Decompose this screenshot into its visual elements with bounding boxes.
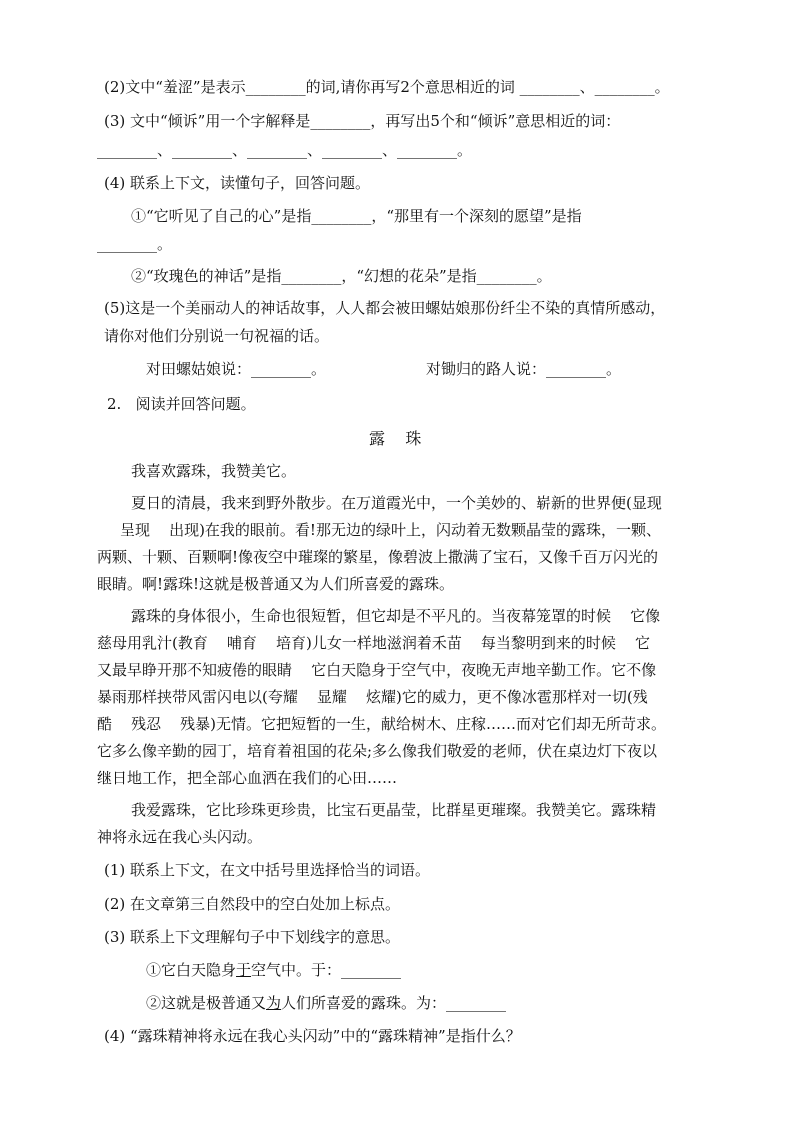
q4-b-text: ②“玫瑰色的神话”是指________，“幻想的花朵”是指________。 [131,267,552,285]
q5-blessing-traveler: 对锄归的路人说：________。 [426,360,622,378]
paragraph-3-line: 它多么像辛勤的园丁，培育着祖国的花朵;多么像我们敬爱的老师，伏在桌边灯下夜以 [97,742,658,760]
paragraph-3-line: 继日地工作，把全部心血洒在我们的心田…… [97,769,398,787]
q4-a-continued: ________。 [97,235,173,253]
paragraph-3-line: 露珠的身体很小，生命也很短暂，但它却是不平凡的。当夜幕笼罩的时候 它像 [131,607,661,625]
passage-title: 露 珠 [369,429,422,448]
sq3a-prefix: ①它白天隐身 [146,961,237,979]
paragraph-2-line: 呈现 出现)在我的眼前。看!那无边的绿叶上，闪动着无数颗晶莹的露珠，一颗、 [120,521,661,539]
sq3b-suffix: 人们所喜爱的露珠。为：________ [281,994,507,1012]
sub-question-4: (4) “露珠精神将永远在我心头闪动”中的“露珠精神”是指什么？ [104,1027,521,1045]
paragraph-4-line: 神将永远在我心头闪动。 [97,828,263,846]
paragraph-3-line: 酷 残忍 残暴)无情。它把短暂的一生，献给树木、庄稼……而对它们却无所苛求。 [97,715,667,733]
q4-a-text: ①“它听见了自己的心”是指________，“那里有一个深刻的愿望”是指 [131,207,582,225]
paragraph-2-line: 眼睛。啊!露珠!这就是极普通又为人们所喜爱的露珠。 [97,575,455,593]
sq3b-underlined-char: 为 [266,994,282,1012]
q5-text: (5)这是一个美丽动人的神话故事，人人都会被田螺姑娘那份纤尘不染的真情所感动， [104,299,666,317]
q5-text-continued: 请你对他们分别说一句祝福的话。 [104,327,330,345]
q4-text: (4) 联系上下文，读懂句子，回答问题。 [104,174,371,192]
sq3a-underlined-char: 于 [236,961,252,979]
q3-blanks: ________、________、________、________、________。 [97,141,473,159]
paragraph-3-line: 慈母用乳汁(教育 哺育 培育)儿女一样地滋润着禾苗 每当黎明到来的时候 它 [97,634,650,652]
paragraph-2-line: 两颗、十颗、百颗啊!像夜空中璀璨的繁星，像碧波上撒满了宝石，又像千百万闪光的 [97,548,659,566]
q3-text: (3) 文中“倾诉”用一个字解释是________，再写出5个和“倾诉”意思相近的词： [104,112,621,130]
sub-question-3-b [146,992,506,1014]
q5-blessing-luo: 对田螺姑娘说：________。 [146,360,327,378]
section-2-heading: 2. 阅读并回答问题。 [107,395,256,413]
paragraph-1: 我喜欢露珠，我赞美它。 [131,462,297,480]
paragraph-2-line: 夏日的清晨，我来到野外散步。在万道霞光中，一个美妙的、崭新的世界便(显现 [131,494,662,512]
sq3b-prefix: ②这就是极普通又 [146,994,267,1012]
sub-question-1: (1) 联系上下文，在文中括号里选择恰当的词语。 [104,861,431,879]
paragraph-3-line: 又最早睁开那不知疲倦的眼睛 它白天隐身于空气中，夜晚无声地辛勤工作。它不像 [97,661,657,679]
sub-question-3-a [146,959,401,981]
sub-question-3: (3) 联系上下文理解句子中下划线字的意思。 [104,928,401,946]
q2-text: (2)文中“羞涩”是表示________的词,请你再写2个意思相近的词 ________、________。 [104,78,670,96]
paragraph-4-line: 我爱露珠，它比珍珠更珍贵，比宝石更晶莹，比群星更璀璨。我赞美它。露珠精 [131,801,657,819]
paragraph-3-line: 暴雨那样挟带风雷闪电以(夸耀 显耀 炫耀)它的威力，更不像冰雹那样对一切(残 [97,688,648,706]
sq3a-suffix: 空气中。于：________ [251,961,402,979]
sub-question-2: (2) 在文章第三自然段中的空白处加上标点。 [104,895,401,913]
